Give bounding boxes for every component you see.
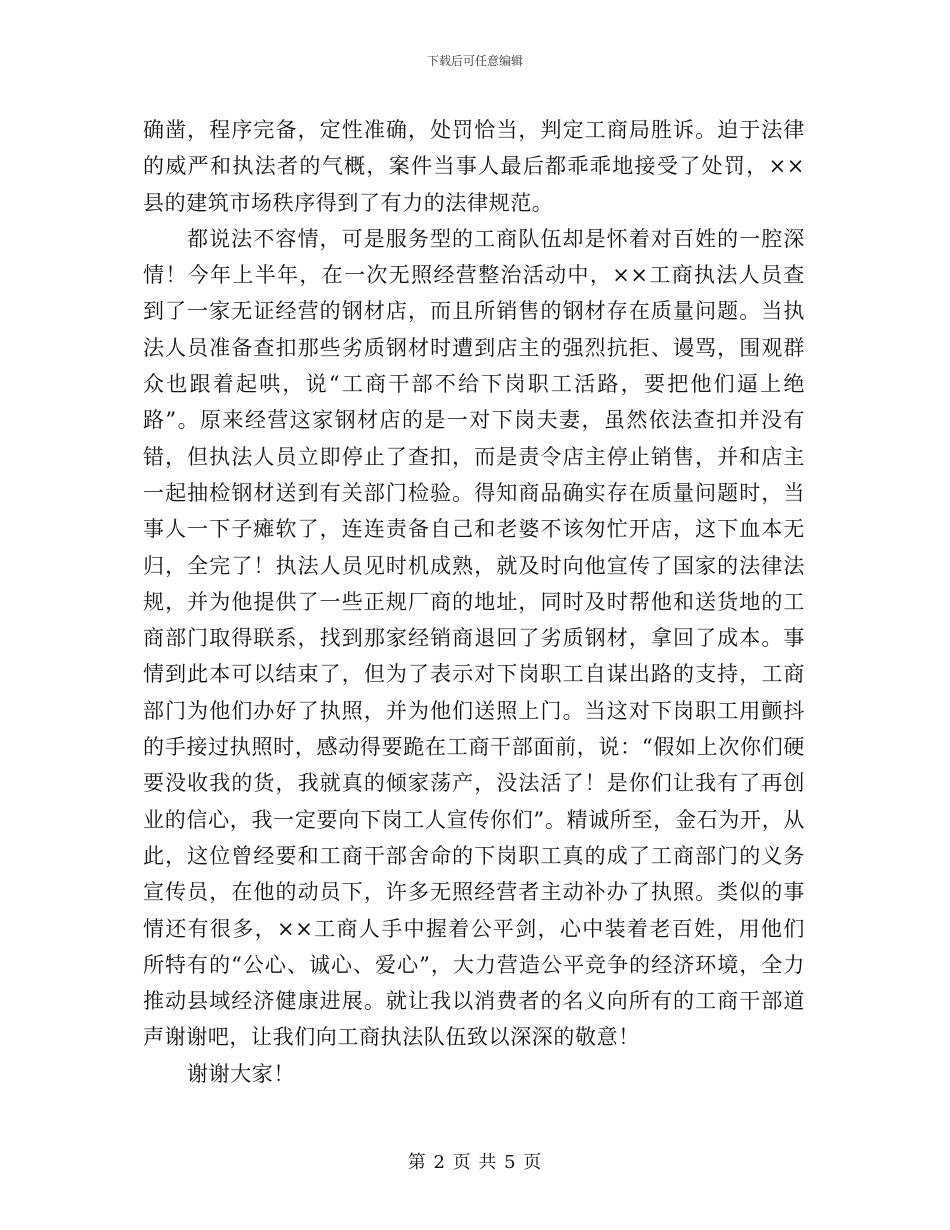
page-header: 下载后可任意编辑: [426, 54, 523, 68]
page-number: 第 2 页 共 5 页: [407, 1152, 543, 1173]
paragraph-2: 都说法不容情，可是服务型的工商队伍却是怀着对百姓的一腔深情！今年上半年，在一次无照经营整治活动中，××工商执法人员查到了一家无证经营的钢材店，而且所销售的钢材存在质量问题。当执法人员准备查扣那些劣质钢材时遭到店主的强烈抗拒、谩骂，围观群众也跟着起哄，说“工商干部不给下岗职工活路，要把他们逼上绝路”。原来经营这家钢材店的是一对下岗夫妻，虽然依法查扣并没有错，但执法人员立即停止了查扣，而是责令店主停止销售，并和店主一起抽检钢材送到有关部门检验。得知商品确实存在质量问题时，当事人一下子瘫软了，连连责备自己和老婆不该匆忙开店，这下血本无归，全完了！执法人员见时机成熟，就及时向他宣传了国家的法律法规，并为他提供了一些正规厂商的地址，同时及时帮他和送货地的工商部门取得联系，找到那家经销商退回了劣质钢材，拿回了成本。事情到此本可以结束了，但为了表示对下岗职工自谋出路的支持，工商部门为他们办好了执照，并为他们送照上门。当这对下岗职工用颤抖的手接过执照时，感动得要跪在工商干部面前，说：“假如上次你们硬要没收我的货，我就真的倾家荡产，没法活了！是你们让我有了再创业的信心，我一定要向下岗工人宣传你们”。精诚所至，金石为开，从此，这位曾经要和工商干部舍命的下岗职工真的成了工商部门的义务宣传员，在他的动员下，许多无照经营者主动补办了执照。类似的事情还有很多，××工商人手中握着公平剑，心中装着老百姓，用他们所特有的“公心、诚心、爱心”，大力营造公平竞争的经济环境，全力推动县域经济健康进展。就让我以消费者的名义向所有的工商干部道声谢谢吧，让我们向工商执法队伍致以深深的敬意！: [143, 226, 805, 1050]
document-body: [143, 112, 805, 1092]
paragraph-closing: 谢谢大家！: [187, 1061, 295, 1086]
paragraph-1: 确凿，程序完备，定性准确，处罚恰当，判定工商局胜诉。迫于法律的威严和执法者的气概，案件当事人最后都乖乖地接受了处罚，××县的建筑市场秩序得到了有力的法律规范。: [143, 118, 805, 215]
